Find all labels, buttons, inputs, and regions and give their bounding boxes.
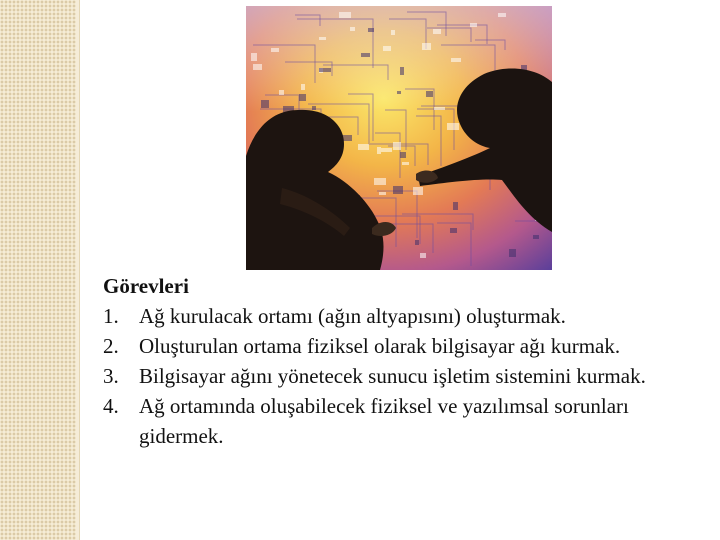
task-number: 4. xyxy=(103,394,119,418)
slide-heading: Görevleri xyxy=(103,274,189,298)
task-list xyxy=(103,301,703,451)
task-number: 3. xyxy=(103,364,119,388)
task-text: Oluşturulan ortama fiziksel olarak bilgisayar ağı kurmak. xyxy=(139,334,621,358)
decorative-side-band xyxy=(0,0,76,540)
decorative-side-rule xyxy=(76,0,80,540)
task-text: Bilgisayar ağını yönetecek sunucu işletim sistemini kurmak. xyxy=(139,364,646,388)
task-item xyxy=(103,391,703,451)
task-text: Ağ ortamında oluşabilecek fiziksel ve yazılımsal sorunları gidermek. xyxy=(139,394,629,448)
task-number: 1. xyxy=(103,304,119,328)
network-planning-photo xyxy=(246,6,552,270)
slide-content xyxy=(103,271,703,451)
task-item xyxy=(103,301,703,331)
task-item xyxy=(103,331,703,361)
task-number: 2. xyxy=(103,334,119,358)
task-item xyxy=(103,361,703,391)
task-text: Ağ kurulacak ortamı (ağın altyapısını) oluşturmak. xyxy=(139,304,566,328)
network-planning-photo-svg xyxy=(246,6,552,270)
